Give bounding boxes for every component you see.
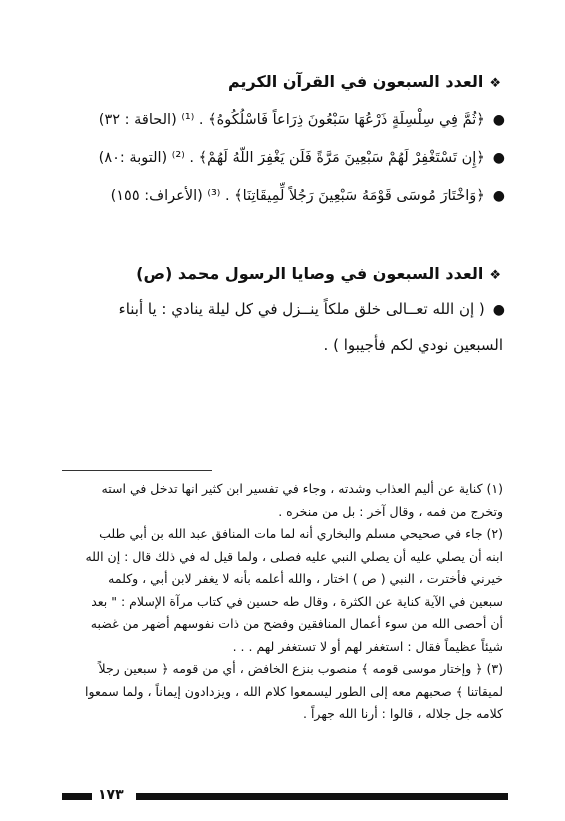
verse-text: ﴿إِن تَسْتَغْفِرْ لَهُمْ سَبْعِينَ مَرَّةً فَلَن يَغْفِرَ اللّهُ لَهُمْ﴾ . ⁽²⁾ (التوبة :٨٠) — [98, 150, 485, 166]
diamond-bullet-icon: ❖ — [489, 268, 501, 283]
bullet-icon: ● — [492, 302, 505, 318]
page-number: ١٧٣ — [98, 787, 124, 803]
bullet-icon: ● — [492, 188, 505, 204]
footnotes — [57, 478, 503, 726]
footnote-line: (٢) جاء في صحيحي مسلم والبخاري أنه لما مات المنافق عبد الله بن أبي طلب — [99, 526, 503, 541]
section-heading-quran — [228, 72, 501, 91]
footnote-line: لميقاتنا ﴾ صحبهم معه إلى الطور ليسمعوا كلام الله ، ويزدادون إيماناً ، ولما سمعوا — [85, 683, 503, 699]
section-heading-text: العدد السبعون في القرآن الكريم — [227, 72, 484, 91]
hadith-text: السبعين نودي لكم فأجيبوا ) . — [323, 336, 503, 354]
footnote-separator — [62, 470, 212, 471]
footnote-line: كلامه جل جلاله ، قالوا : أرنا الله جهراً . — [303, 706, 503, 721]
bullet-icon: ● — [492, 150, 505, 166]
verse-item — [99, 112, 505, 128]
hadith-line — [119, 300, 505, 318]
verse-text: ﴿ثُمَّ فِي سِلْسِلَةٍ ذَرْعُهَا سَبْعُونَ ذِرَاعاً فَاسْلُكُوهُ﴾ . ⁽¹⁾ (الحاقة : ٣٢) — [98, 112, 485, 128]
verse-item — [99, 150, 505, 166]
hadith-line — [324, 336, 503, 354]
footnote-line: أن أحصى الله من سوء أعمال المنافقين وفضح من ذات نفوسهم أضهر من غضبه — [90, 616, 503, 631]
footer-rule-right — [136, 793, 508, 800]
footnote-line: وتخرج من فمه ، وقال آخر : بل من منخره . — [278, 503, 503, 519]
footer-rule-left — [62, 793, 92, 800]
section-heading-hadith — [136, 264, 501, 283]
page-footer — [62, 787, 508, 803]
footnote-line: (١) كناية عن أليم العذاب وشدته ، وجاء في تفسير ابن كثير انها تدخل في استه — [101, 481, 503, 496]
verse-text: ﴿وَاخْتَارَ مُوسَى قَوْمَهُ سَبْعِينَ رَجُلاً لِّمِيقَاتِنَا﴾ . ⁽³⁾ (الأعراف: ١٥٥) — [110, 188, 485, 204]
footnote-line: شيئاً عظيماً فقال : استغفر لهم أو لا تستغفر لهم . . . — [232, 638, 503, 654]
hadith-text: ( إن الله تعــالى خلق ملكاً ينــزل في كل ليلة ينادي : يا أبناء — [118, 300, 485, 318]
section-heading-text: العدد السبعون في وصايا الرسول محمد (ص) — [136, 264, 484, 283]
diamond-bullet-icon: ❖ — [489, 76, 501, 91]
footnote-line: ابنه أن يصلي عليه أن يصلي النبي عليه فصلى ، ولما قيل له في ذلك قال : إن الله — [85, 548, 503, 564]
footnote-line: سبعين في الآية كناية عن الكثرة ، وقال طه حسين في كتاب مرآة الإسلام : " بعد — [91, 593, 503, 609]
footnote-line: (٣) ﴿ وإختار موسى قومه ﴾ منصوب بنزع الخافض ، أي من قومه ﴿ سبعين رجلاً — [98, 661, 503, 676]
bullet-icon: ● — [492, 112, 505, 128]
verse-item — [111, 188, 505, 204]
footnote-line: خيرني فأخترت ، النبي ( ص ) اختار ، والله أعلمه بأنه لا يغفر لابن أبي ، وكلمه — [108, 571, 503, 586]
